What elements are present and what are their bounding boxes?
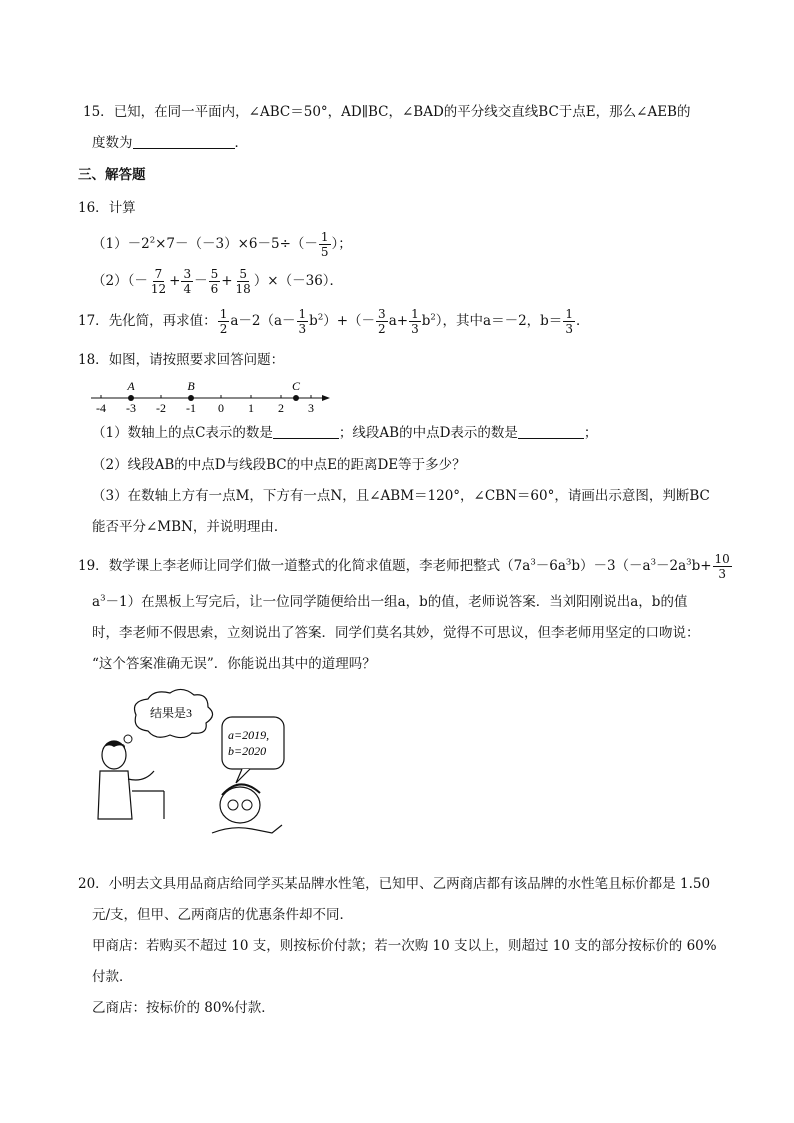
q17-frac3 — [376, 307, 388, 336]
frac-den: 3 — [565, 322, 573, 336]
q16-p2-frac2 — [181, 267, 193, 296]
frac-den: 2 — [378, 322, 386, 336]
q17-t5: a+ — [388, 313, 409, 329]
q18-c-blank[interactable] — [273, 425, 339, 439]
q17-t8: ． — [575, 313, 590, 329]
q17-t7: ），其中a＝－2，b＝ — [435, 313, 563, 329]
q16-p1-b: ×7－（－3）×6－5÷（－ — [155, 236, 318, 252]
number-line-point-B — [188, 395, 194, 401]
q16-title-text: 计算 — [108, 200, 136, 216]
number-line-tick-label: 2 — [278, 401, 284, 415]
q18-s3b: 能否平分∠MBN，并说明理由． — [92, 519, 288, 535]
q16-part1 — [92, 229, 352, 259]
frac-den: 12 — [150, 282, 167, 296]
q18-s1b: ；线段AB的中点D表示的数是 — [338, 425, 518, 441]
teacher-student-illustration — [92, 687, 297, 837]
q19-l1c: b）－3（－a — [571, 558, 651, 574]
q15-line1 — [83, 103, 690, 121]
frac-num: 5 — [210, 267, 219, 281]
frac-num: 5 — [239, 267, 247, 281]
q15-end: ． — [234, 135, 248, 151]
q19-frac — [713, 552, 732, 581]
q16-p1-exp: 2 — [149, 235, 156, 246]
q20-line1 — [78, 875, 710, 893]
q17-e1: 2 — [317, 312, 324, 323]
number-line — [86, 376, 336, 416]
q16-p2-minus: － — [194, 273, 208, 289]
q17-e2: 2 — [430, 312, 436, 323]
q16-p2-plus2: + — [221, 273, 233, 289]
q20-number: 20． — [78, 876, 109, 892]
q17-t2: a－2（a－ — [230, 313, 296, 329]
student-speech-bubble — [222, 717, 284, 769]
frac-den: 3 — [298, 322, 307, 336]
q16-title — [78, 199, 136, 217]
q19-l1a: 数学课上李老师让同学们做一道整式的化简求值题，李老师把整式（7a — [108, 558, 531, 574]
q18-s1c: ； — [583, 425, 598, 441]
number-line-tick-label: -4 — [96, 401, 106, 415]
q16-p2-open: （－ — [127, 273, 148, 289]
q19-number: 19． — [78, 558, 109, 574]
q18-number: 18． — [78, 352, 109, 368]
q18-title — [78, 351, 284, 369]
q19-l1e: b+ — [691, 558, 712, 574]
number-line-point-label: C — [291, 379, 301, 393]
section-heading: 三、解答题 — [78, 167, 146, 183]
number-line-point-label: B — [187, 379, 195, 393]
q17-frac1 — [218, 307, 230, 336]
q19-e2: 3 — [565, 557, 572, 568]
q19-e1: 3 — [530, 557, 536, 568]
q20-line3: 甲商店：若购买不超过 10 支，则按标价付款；若一次购 10 支以上，则超过 10 支的部分按标价的 60% — [92, 938, 717, 954]
frac-num: 10 — [714, 552, 730, 566]
q18-s1a: （1）数轴上的点C表示的数是 — [92, 425, 273, 441]
teacher-bubble-text: 结果是3 — [150, 706, 193, 720]
q16-p1-a: －2 — [127, 236, 150, 252]
student-bubble-b: b=2020 — [228, 744, 267, 758]
q16-p1-frac-num: 1 — [320, 230, 329, 244]
q19-l1d: －2a — [656, 558, 687, 574]
q16-p2-plus1: + — [169, 273, 181, 289]
q17-t6: b — [421, 313, 431, 329]
q16-p1-label: （1） — [92, 236, 128, 252]
q17-text1: 先化简，再求值： — [108, 313, 217, 329]
student-bubble-a: a=2019, — [228, 728, 270, 742]
frac-num: 1 — [298, 307, 307, 321]
q18-d-blank[interactable] — [518, 425, 584, 439]
number-line-arrow-icon — [322, 395, 330, 401]
bubble-dot — [124, 735, 132, 743]
q19-l2b: －1）在黑板上写完后，让一位同学随便给出一组a，b的值，老师说答案．当刘阳刚说出a，b的值 — [105, 594, 688, 610]
number-line-tick-label: 0 — [218, 401, 224, 415]
frac-den: 18 — [235, 282, 251, 296]
q19-e4: 3 — [686, 557, 692, 568]
frac-num: 1 — [565, 307, 573, 321]
frac-den: 3 — [718, 567, 726, 581]
q19-e3: 3 — [650, 557, 657, 568]
frac-den: 3 — [411, 322, 419, 336]
number-line-tick-label: -1 — [186, 401, 196, 415]
q16-p1-frac-den: 5 — [320, 245, 329, 259]
q15-line2 — [92, 134, 248, 152]
q17-frac2 — [297, 307, 309, 336]
q16-p1-c: ）； — [331, 236, 352, 252]
teacher-body — [98, 771, 132, 819]
bubble-tail — [236, 769, 250, 783]
q18-s1 — [92, 424, 597, 442]
number-line-point-C — [293, 395, 299, 401]
q19-l2a: a — [92, 594, 101, 610]
number-line-tick-label: -2 — [156, 401, 166, 415]
q16-p2-label: （2） — [92, 273, 128, 289]
q17-frac4 — [409, 307, 421, 336]
frac-den: 4 — [183, 282, 192, 296]
q16-p1-fraction — [319, 230, 331, 259]
q17-number: 17． — [78, 313, 109, 329]
q19-line4: “这个答案准确无误”．你能说出其中的道理吗？ — [92, 656, 376, 672]
q17-t4: ）+（－ — [323, 313, 376, 329]
q19-line3: 时，李老师不假思索，立刻说出了答案．同学们莫名其妙，觉得不可思议，但李老师用坚定的口吻说： — [92, 625, 700, 641]
frac-num: 3 — [378, 307, 386, 321]
q15-text: 已知，在同一平面内，∠ABC＝50°，AD∥BC，∠BAD的平分线交直线BC于点E，那么∠AEB的 — [113, 104, 691, 120]
number-line-tick-label: -3 — [126, 401, 136, 415]
q15-text2: 度数为 — [92, 135, 133, 151]
q19-e5: 3 — [100, 593, 106, 604]
number-line-tick-label: 3 — [308, 401, 314, 415]
q19-line2 — [92, 593, 687, 611]
q16-part2 — [92, 266, 343, 296]
number-line-point-label: A — [127, 379, 135, 393]
teacher-arm — [128, 771, 154, 780]
frac-num: 1 — [219, 307, 228, 321]
q16-p2-close: ）×（－36）． — [253, 273, 344, 289]
q16-number: 16． — [78, 200, 109, 216]
q18-title-text: 如图，请按照要求回答问题： — [108, 352, 285, 368]
q16-p2-frac1 — [149, 267, 168, 296]
q19-l1b: －6a — [535, 558, 566, 574]
q17-line — [78, 306, 589, 336]
frac-den: 2 — [219, 322, 228, 336]
frac-num: 7 — [154, 267, 163, 281]
q15-answer-blank[interactable] — [133, 135, 235, 149]
q20-line4: 付款． — [92, 969, 133, 985]
frac-num: 1 — [411, 307, 419, 321]
q20-line5: 乙商店：按标价的 80%付款． — [92, 1000, 275, 1016]
number-line-point-A — [128, 395, 134, 401]
student-head — [220, 787, 260, 823]
frac-num: 3 — [183, 267, 192, 281]
frac-den: 6 — [210, 282, 219, 296]
q18-s2: （2）线段AB的中点D与线段BC的中点E的距离DE等于多少？ — [92, 457, 466, 473]
q18-s3a: （3）在数轴上方有一点M，下方有一点N，且∠ABM＝120°，∠CBN＝60°，请画出示意图，判断BC — [92, 488, 710, 504]
student-body — [212, 825, 282, 833]
q17-t3: b — [309, 313, 318, 329]
q15-number: 15． — [83, 104, 114, 120]
q16-p2-frac4 — [234, 267, 253, 296]
q16-p2-frac3 — [209, 267, 221, 296]
q17-frac5 — [563, 307, 575, 336]
q20-l1: 小明去文具用品商店给同学买某品牌水性笔，已知甲、乙两商店都有该品牌的水性笔且标价都是 1.50 — [108, 876, 711, 892]
q19-line1 — [78, 551, 733, 581]
number-line-tick-label: 1 — [248, 401, 254, 415]
q20-line2: 元/支，但甲、乙两商店的优惠条件却不同． — [92, 907, 354, 923]
